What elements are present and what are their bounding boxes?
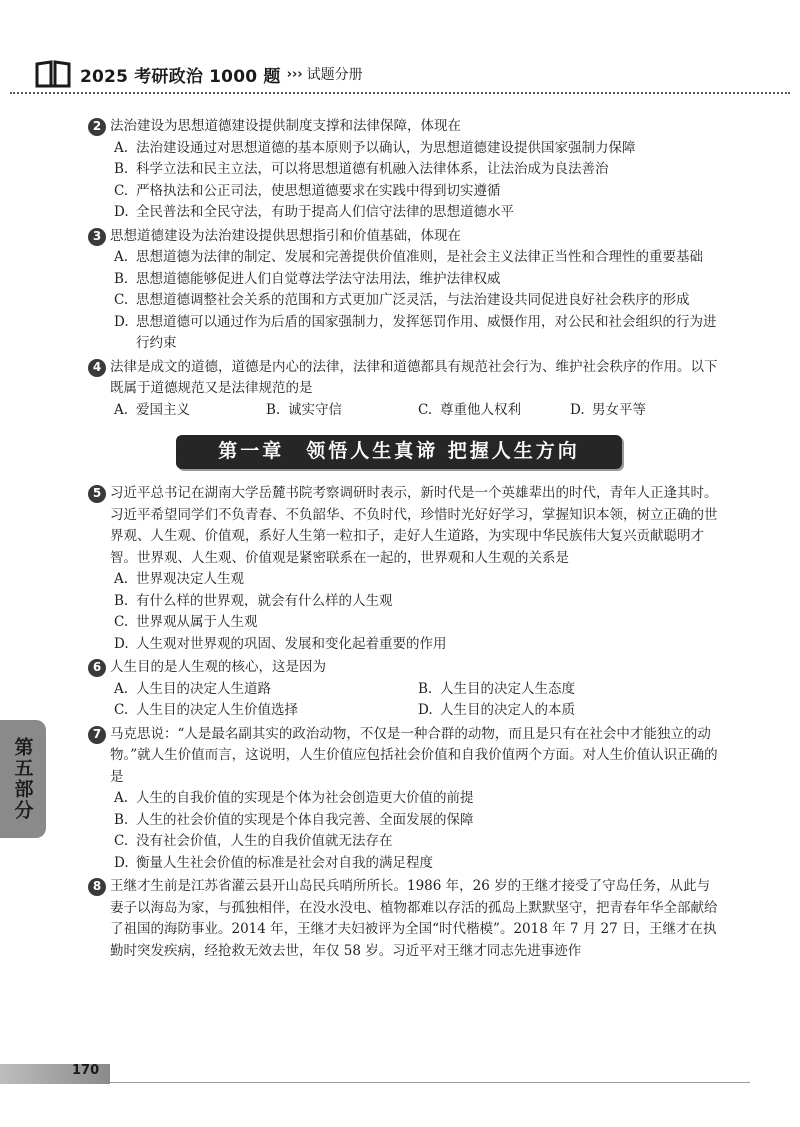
question-number: 2 — [88, 118, 106, 136]
question-list — [92, 116, 722, 964]
option-d: D. 人生观对世界观的巩固、发展和变化起着重要的作用 — [114, 635, 447, 652]
option-b: B. 诚实守信 — [266, 401, 342, 418]
option-c: C. 人生目的决定人生价值选择 — [114, 702, 298, 718]
question-number: 5 — [88, 485, 106, 503]
question-stem: 习近平总书记在湖南大学岳麓书院考察调研时表示，新时代是一个英雄辈出的时代，青年人正逢其时。习近平希望同学们不负青春、不负韶华、不负时代，珍惜时光好好学习，掌握知识本领，树立正确的世界观、人生观、价值观，系好人生第一粒扣子，走好人生道路，为实现中华民族伟大复兴贡献聪明才智。世界观、人生观、价值观是紧密联系在一起的，世界观和人生观的关系是 — [110, 485, 718, 566]
question-stem: 法律是成文的道德，道德是内心的法律，法律和道德都具有规范社会行为、维护社会秩序的作用。以下既属于道德规范又是法律规范的是 — [110, 358, 718, 396]
question-number: 7 — [88, 726, 106, 744]
option-c: C. 思想道德调整社会关系的范围和方式更加广泛灵活，与法治建设共同促进良好社会秩序的形成 — [114, 292, 690, 308]
option-c: C. 严格执法和公正司法，使思想道德要求在实践中得到切实遵循 — [114, 182, 501, 199]
question-number: 4 — [88, 359, 106, 377]
option-c: C. 世界观从属于人生观 — [114, 614, 258, 630]
question-stem: 马克思说：“人是最名副其实的政治动物，不仅是一种合群的动物，而且是只有在社会中才能独立的动物。”就人生价值而言，这说明，人生价值应包括社会价值和自我价值两个方面。对人生价值认识正确的是 — [110, 725, 718, 785]
book-subtitle: 试题分册 — [306, 67, 363, 83]
question-number: 8 — [88, 878, 106, 896]
option-d: D. 男女平等 — [570, 401, 646, 418]
part-side-tab: 第五部分 — [0, 720, 46, 838]
question-number: 6 — [88, 659, 106, 677]
footer-divider — [110, 1082, 750, 1083]
question-stem: 王继才生前是江苏省灌云县开山岛民兵哨所所长。1986 年，26 岁的王继才接受了守岛任务，从此与妻子以海岛为家，与孤独相伴，在没水没电、植物都难以存活的孤岛上默默坚守，把青春年华全部献给了祖国的海防事业。2014 年，王继才夫妇被评为全国“时代楷模”。2018 年 7 月 27 日，王继才在执勤时突发疾病，经抢救无效去世，年仅 58 岁。习近平对王继才同志先进事迹作 — [110, 878, 718, 959]
option-d: D. 人生目的决定人的本质 — [418, 702, 575, 718]
chevron-icon: ››› — [286, 66, 303, 82]
header-divider — [10, 92, 790, 94]
question-8 — [92, 876, 722, 962]
option-b: B. 科学立法和民主立法，可以将思想道德有机融入法律体系，让法治成为良法善治 — [114, 161, 609, 177]
option-a: A. 爱国主义 — [114, 401, 190, 418]
question-3 — [92, 226, 722, 355]
book-icon — [34, 59, 72, 89]
question-4 — [92, 357, 722, 422]
option-a: A. 思想道德为法律的制定、发展和完善提供价值准则，是社会主义法律正当性和合理性的重要基础 — [114, 249, 703, 265]
option-c: C. 尊重他人权利 — [418, 401, 521, 418]
question-stem: 法治建设为思想道德建设提供制度支撑和法律保障，体现在 — [110, 118, 461, 134]
question-5 — [92, 483, 722, 655]
option-a: A. 法治建设通过对思想道德的基本原则予以确认，为思想道德建设提供国家强制力保障 — [114, 139, 636, 156]
question-number: 3 — [88, 228, 106, 246]
question-stem: 人生目的是人生观的核心，这是因为 — [110, 659, 326, 675]
option-b: B. 有什么样的世界观，就会有什么样的人生观 — [114, 592, 393, 609]
option-b: B. 人生目的决定人生态度 — [418, 680, 575, 697]
page-header — [34, 54, 774, 94]
option-c: C. 没有社会价值，人生的自我价值就无法存在 — [114, 833, 393, 849]
option-a: A. 人生目的决定人生道路 — [114, 680, 271, 697]
option-a: A. 人生的自我价值的实现是个体为社会创造更大价值的前提 — [114, 790, 474, 806]
book-title: 2025 考研政治 1000 题 — [80, 66, 281, 87]
question-7 — [92, 724, 722, 875]
question-2 — [92, 116, 722, 224]
option-a: A. 世界观决定人生观 — [114, 571, 244, 587]
option-b: B. 人生的社会价值的实现是个体自我完善、全面发展的保障 — [114, 811, 474, 828]
option-d: D. 衡量人生社会价值的标准是社会对自我的满足程度 — [114, 854, 433, 871]
option-d: D. 思想道德可以通过作为后盾的国家强制力，发挥惩罚作用、威慑作用，对公民和社会组织的行为进行约束 — [114, 313, 717, 351]
option-b: B. 思想道德能够促进人们自觉尊法学法守法用法，维护法律权威 — [114, 270, 501, 287]
question-6 — [92, 657, 722, 722]
option-d: D. 全民普法和全民守法，有助于提高人们信守法律的思想道德水平 — [114, 204, 514, 220]
chapter-heading: 第一章 领悟人生真谛 把握人生方向 — [176, 435, 622, 469]
page-number: 170 — [72, 1063, 100, 1078]
question-stem: 思想道德建设为法治建设提供思想指引和价值基础，体现在 — [110, 227, 461, 244]
